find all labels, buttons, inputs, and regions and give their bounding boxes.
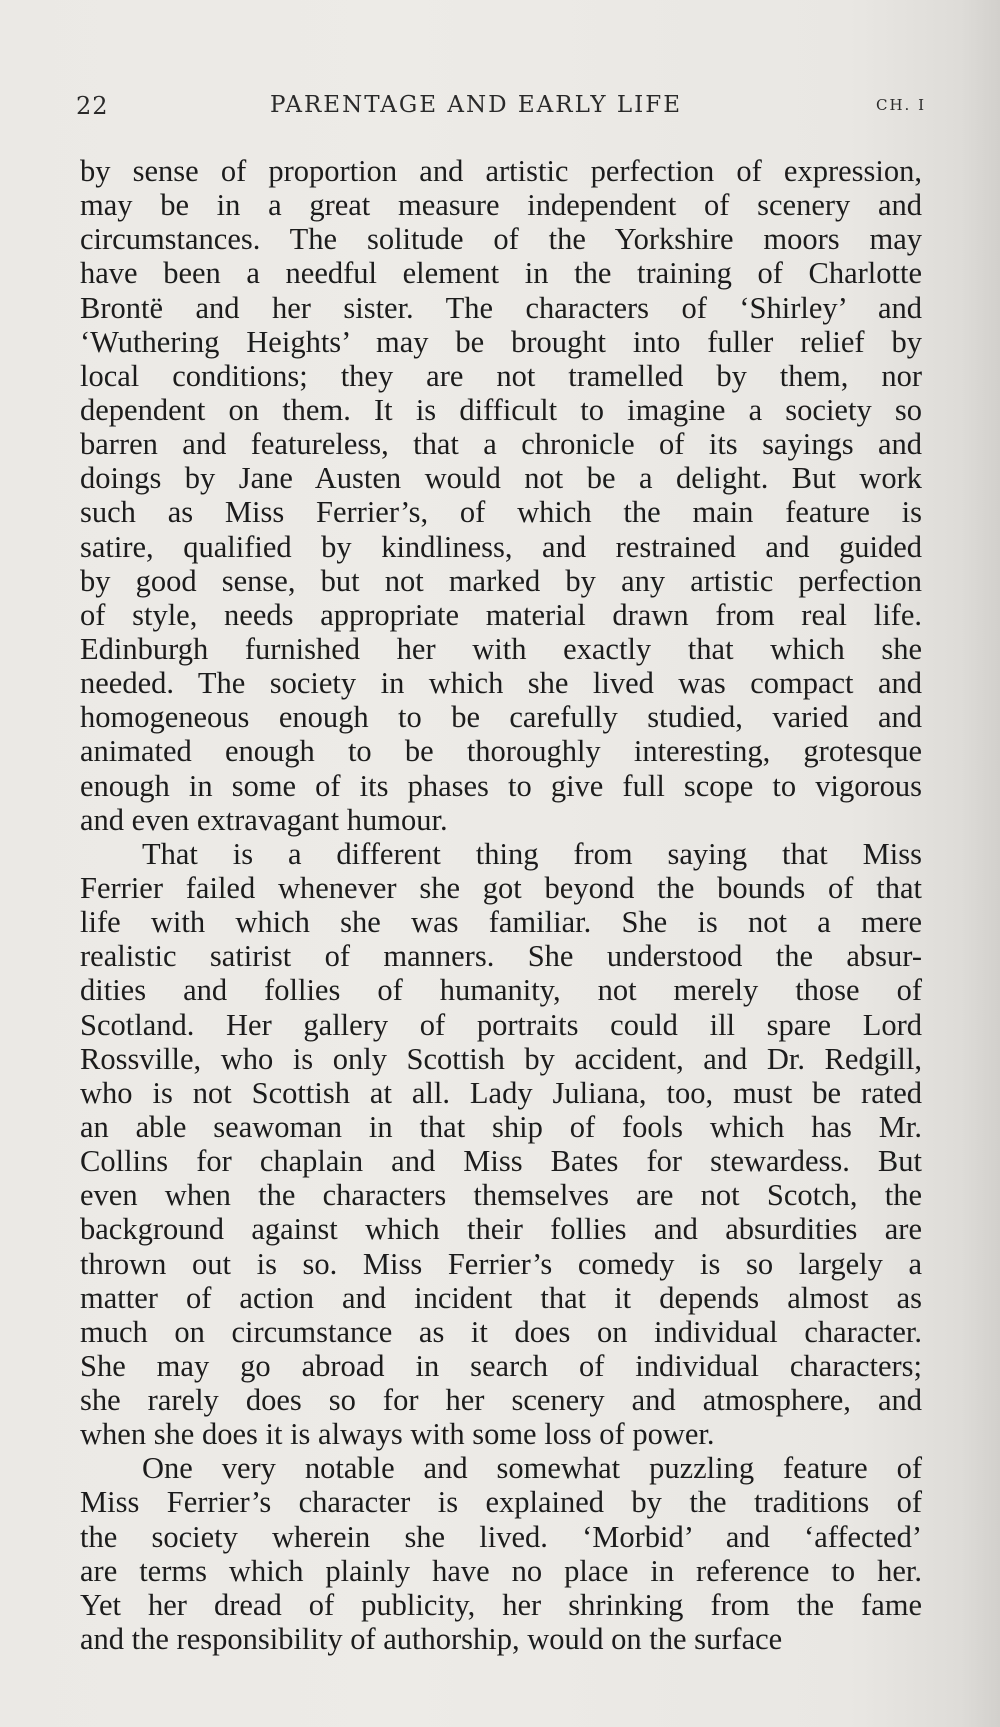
text-line: Collins for chaplain and Miss Bates for stewardess. But <box>80 1144 922 1179</box>
text-line: the society wherein she lived. ‘Morbid’ and ‘affected’ <box>80 1519 922 1554</box>
text-line: satire, qualified by kindliness, and restrained and guided <box>80 529 922 564</box>
text-line: matter of action and incident that it depends almost as <box>80 1280 922 1315</box>
text-line: ‘Wuthering Heights’ may be brought into fuller relief by <box>80 324 922 359</box>
text-line: barren and featureless, that a chronicle of its sayings and <box>80 427 922 462</box>
text-line: such as Miss Ferrier’s, of which the main feature is <box>80 495 922 530</box>
text-line: have been a needful element in the training of Charlotte <box>80 256 922 291</box>
text-line: Edinburgh furnished her with exactly that which she <box>80 631 922 666</box>
text-line: even when the characters themselves are not Scotch, the <box>80 1178 922 1213</box>
text-line: needed. The society in which she lived was compact and <box>80 666 922 701</box>
text-line: when she does it is always with some loss of power. <box>80 1417 715 1452</box>
text-line: animated enough to be thoroughly interesting, grotesque <box>80 734 922 769</box>
chapter-reference: CH. I <box>875 96 926 114</box>
text-line: Rossville, who is only Scottish by accident, and Dr. Redgill, <box>80 1041 922 1076</box>
text-line: much on circumstance as it does on individual character. <box>80 1314 922 1349</box>
text-line: background against which their follies and absurdities are <box>80 1212 922 1247</box>
text-line: circumstances. The solitude of the Yorkshire moors may <box>80 222 922 257</box>
text-line: realistic satirist of manners. She understood the absur- <box>80 939 922 974</box>
text-line: She may go abroad in search of individual characters; <box>80 1348 922 1383</box>
text-line: local conditions; they are not tramelled by them, nor <box>80 358 922 393</box>
running-head <box>76 86 926 126</box>
chapter-title: PARENTAGE AND EARLY LIFE <box>270 92 682 118</box>
text-line: are terms which plainly have no place in reference to her. <box>80 1553 922 1588</box>
text-line: dities and follies of humanity, not merely those of <box>80 973 922 1008</box>
text-line: Ferrier failed whenever she got beyond the bounds of that <box>80 870 922 905</box>
text-line: and the responsibility of authorship, would on the surface <box>80 1622 783 1657</box>
text-line: That is a different thing from saying that Miss <box>142 836 922 871</box>
text-line: thrown out is so. Miss Ferrier’s comedy is so largely a <box>80 1246 922 1281</box>
text-line: an able seawoman in that ship of fools which has Mr. <box>80 1109 922 1144</box>
text-line: doings by Jane Austen would not be a delight. But work <box>80 461 922 496</box>
text-line: and even extravagant humour. <box>80 802 448 837</box>
paragraph <box>80 837 922 1452</box>
text-line: Scotland. Her gallery of portraits could ill spare Lord <box>80 1007 922 1042</box>
text-line: One very notable and somewhat puzzling feature of <box>142 1451 922 1486</box>
text-line: Yet her dread of publicity, her shrinking from the fame <box>80 1587 922 1622</box>
paragraph <box>80 154 922 837</box>
text-line: by sense of proportion and artistic perfection of expression, <box>80 154 922 188</box>
text-line: by good sense, but not marked by any artistic perfection <box>80 563 922 598</box>
text-line: life with which she was familiar. She is not a mere <box>80 905 922 940</box>
text-line: Brontë and her sister. The characters of ‘Shirley’ and <box>80 290 922 325</box>
text-line: may be in a great measure independent of scenery and <box>80 188 922 223</box>
text-line: who is not Scottish at all. Lady Juliana, too, must be rated <box>80 1075 922 1110</box>
text-line: homogeneous enough to be carefully studied, varied and <box>80 700 922 735</box>
paragraph <box>80 1451 922 1656</box>
text-line: dependent on them. It is difficult to imagine a society so <box>80 392 922 427</box>
text-line: enough in some of its phases to give full scope to vigorous <box>80 768 922 803</box>
text-line: she rarely does so for her scenery and atmosphere, and <box>80 1383 922 1418</box>
body-text <box>80 154 922 1656</box>
page-number: 22 <box>76 92 109 120</box>
text-line: Miss Ferrier’s character is explained by the traditions of <box>80 1485 922 1520</box>
text-line: of style, needs appropriate material drawn from real life. <box>80 597 922 632</box>
